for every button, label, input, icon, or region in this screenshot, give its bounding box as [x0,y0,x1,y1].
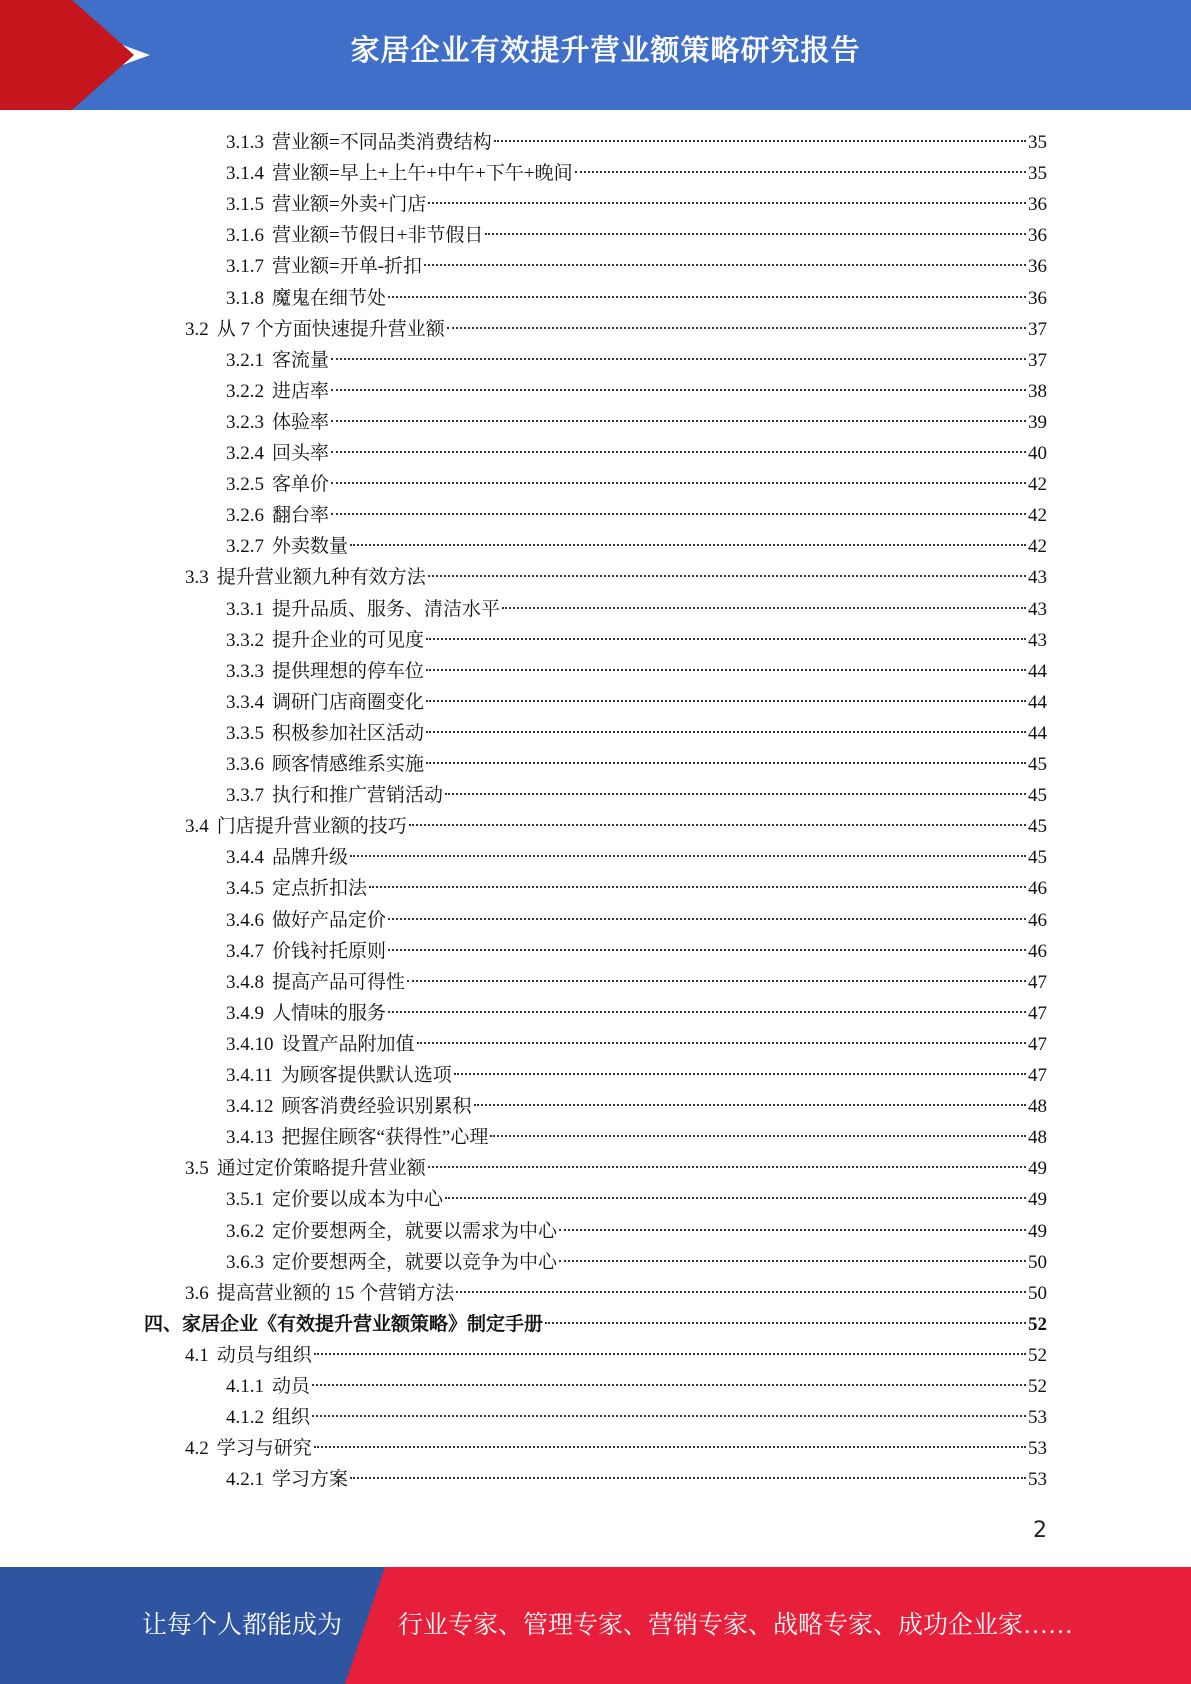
header-red-block [0,0,72,110]
toc-entry[interactable] [226,842,1047,873]
toc-entry-page: 46 [1028,878,1047,900]
toc-entry-number: 3.6.2 [226,1220,264,1242]
page-footer [0,1567,1191,1684]
toc-entry-number: 3.6.3 [226,1251,264,1273]
toc-dot-leader [447,327,1026,329]
toc-dot-leader [350,855,1026,857]
toc-entry-page: 47 [1028,971,1047,993]
toc-entry-title: 人情味的服务 [272,1002,387,1024]
toc-dot-leader [331,389,1026,391]
toc-entry-page: 49 [1028,1189,1047,1211]
toc-entry-page: 37 [1028,318,1047,340]
toc-entry-page: 50 [1028,1251,1047,1273]
toc-entry-page: 45 [1028,754,1047,775]
toc-entry-number: 3.2 [185,318,209,340]
toc-entry-page: 44 [1028,691,1047,713]
toc-entry[interactable] [226,967,1047,998]
toc-entry-number: 3.5 [185,1158,209,1180]
toc-entry-title: 门店提升营业额的技巧 [216,816,407,838]
toc-entry-title: 定价要想两全，就要以竞争为中心 [272,1251,558,1273]
toc-entry-page: 35 [1028,163,1047,185]
toc-entry-page: 40 [1028,443,1047,464]
toc-entry-number: 3.4 [185,816,209,838]
toc-dot-leader [369,886,1026,888]
toc-entry-page: 44 [1028,660,1047,682]
toc-entry-title: 营业额=不同品类消费结构 [272,132,492,153]
toc-entry-number: 3.2.6 [226,505,264,527]
toc-entry[interactable] [226,158,1047,189]
toc-entry-number: 3.4.9 [226,1002,264,1024]
toc-entry-number: 3.2.2 [226,380,264,402]
toc-dot-leader [494,140,1026,142]
toc-entry[interactable] [226,1216,1047,1247]
toc-dot-leader [331,358,1026,360]
toc-dot-leader [350,1477,1026,1479]
toc-dot-leader [426,762,1026,764]
toc-entry-title: 做好产品定价 [272,909,387,931]
toc-entry[interactable] [185,562,1047,593]
toc-entry[interactable] [226,127,1047,158]
toc-entry-number: 3.3.2 [226,629,264,651]
toc-dot-leader [445,793,1026,795]
toc-entry-number: 3.3.7 [226,785,264,807]
toc-entry-number: 3.1.8 [226,287,264,309]
toc-entry-number: 3.4.4 [226,847,264,869]
toc-entry-number: 4.1.1 [226,1376,264,1397]
toc-entry-title: 动员 [272,1376,311,1397]
toc-dot-leader [331,420,1026,422]
toc-entry-number: 3.4.11 [226,1065,273,1086]
page-number: 2 [1033,1518,1047,1543]
toc-entry-title: 营业额=开单-折扣 [272,256,423,278]
toc-entry-page: 46 [1028,940,1047,962]
toc-entry-page: 48 [1028,1127,1047,1149]
toc-dot-leader [559,1260,1026,1262]
toc-entry-number: 3.1.6 [226,225,264,247]
toc-entry-number: 4.1 [185,1344,209,1366]
toc-entry[interactable] [226,251,1047,282]
toc-entry[interactable] [185,811,1047,842]
toc-entry-page: 47 [1028,1065,1047,1086]
toc-entry-title: 为顾客提供默认选项 [280,1065,452,1086]
toc-entry-title: 四、家居企业《有效提升营业额策略》制定手册 [144,1313,544,1335]
toc-entry-title: 顾客消费经验识别累积 [281,1096,472,1118]
toc-dot-leader [426,700,1026,702]
report-title: 家居企业有效提升营业额策略研究报告 [350,33,861,67]
toc-entry[interactable] [226,376,1047,407]
toc-entry-page: 42 [1028,536,1047,558]
toc-dot-leader [426,638,1026,640]
toc-dot-leader [456,1291,1026,1293]
toc-dot-leader [388,1011,1026,1013]
toc-entry[interactable] [226,1122,1047,1153]
toc-entry-page: 52 [1028,1344,1047,1366]
toc-entry-number: 3.3.3 [226,660,264,682]
toc-dot-leader [417,1042,1026,1044]
toc-dot-leader [426,669,1026,671]
toc-entry-title: 回头率 [272,443,330,464]
toc-dot-leader [331,451,1026,453]
toc-entry-title: 顾客情感维系实施 [272,754,425,775]
toc-entry-title: 提升品质、服务、清洁水平 [272,598,501,620]
toc-entry-number: 4.2.1 [226,1469,264,1491]
toc-entry[interactable] [226,283,1047,314]
toc-dot-leader [312,1415,1026,1417]
toc-dot-leader [445,1197,1026,1199]
toc-entry[interactable] [226,1091,1047,1122]
toc-entry[interactable] [226,1464,1047,1495]
footer-slogan-right: 行业专家、管理专家、营销专家、战略专家、成功企业家…… [398,1612,1074,1639]
toc-entry-title: 提高产品可得性 [272,971,406,993]
toc-entry-title: 营业额=早上+上午+中午+下午+晚间 [272,163,573,185]
toc-entry[interactable] [226,687,1047,718]
toc-entry-title: 客单价 [272,474,330,496]
toc-dot-leader [502,607,1026,609]
toc-entry-page: 39 [1028,411,1047,433]
toc-entry-number: 3.6 [185,1282,209,1304]
toc-dot-leader [350,544,1026,546]
toc-dot-leader [545,1322,1026,1324]
toc-entry-number: 3.4.5 [226,878,264,900]
toc-entry-number: 3.1.5 [226,194,264,216]
toc-entry-title: 设置产品附加值 [281,1033,415,1055]
toc-entry-page: 53 [1028,1407,1047,1429]
toc-entry[interactable] [226,1029,1047,1060]
toc-entry[interactable] [185,1153,1047,1184]
toc-dot-leader [426,731,1026,733]
toc-entry-title: 学习方案 [272,1469,349,1491]
toc-dot-leader [331,513,1026,515]
toc-entry-number: 3.4.7 [226,940,264,962]
toc-entry-page: 52 [1028,1376,1047,1397]
toc-entry-number: 3.1.7 [226,256,264,278]
toc-dot-leader [314,1446,1026,1448]
toc-entry-title: 定点折扣法 [272,878,368,900]
toc-entry-title: 品牌升级 [272,847,349,869]
toc-entry[interactable] [226,438,1047,469]
toc-entry-number: 3.2.7 [226,536,264,558]
toc-entry-page: 46 [1028,909,1047,931]
toc-entry-page: 42 [1028,505,1047,527]
header-red-arrow [72,0,134,110]
toc-dot-leader [388,949,1026,951]
toc-entry-title: 提供理想的停车位 [272,660,425,682]
toc-entry[interactable] [226,469,1047,500]
toc-entry[interactable] [226,1247,1047,1278]
toc-entry-number: 3.3.6 [226,754,264,775]
toc-entry-number: 3.2.4 [226,443,264,464]
toc-entry-title: 提高营业额的 15 个营销方法 [216,1282,455,1304]
toc-entry-title: 学习与研究 [216,1438,312,1460]
toc-entry-page: 36 [1028,225,1047,247]
toc-entry-page: 44 [1028,722,1047,744]
toc-entry-page: 43 [1028,629,1047,651]
toc-entry-number: 3.2.3 [226,411,264,433]
toc-dot-leader [388,296,1026,298]
toc-entry-title: 定价要以成本为中心 [272,1189,444,1211]
toc-entry[interactable] [226,1184,1047,1215]
toc-entry[interactable] [226,500,1047,531]
toc-entry[interactable] [226,407,1047,438]
toc-entry-page: 53 [1028,1438,1047,1460]
toc-entry-title: 价钱衬托原则 [272,940,387,962]
toc-entry-title: 体验率 [272,411,330,433]
toc-entry-title: 提升企业的可见度 [272,629,425,651]
toc-entry-number: 3.3.1 [226,598,264,620]
toc-entry[interactable] [226,718,1047,749]
toc-entry-number: 3.4.10 [226,1033,274,1055]
toc-entry-title: 通过定价策略提升营业额 [216,1158,426,1180]
toc-entry-title: 动员与组织 [216,1344,312,1366]
toc-entry[interactable] [185,1278,1047,1309]
toc-entry[interactable] [226,220,1047,251]
toc-entry-page: 49 [1028,1158,1047,1180]
toc-entry-page: 36 [1028,194,1047,216]
toc-entry[interactable] [226,780,1047,811]
toc-dot-leader [388,918,1026,920]
toc-entry-title: 进店率 [272,380,330,402]
toc-entry[interactable] [226,189,1047,220]
toc-entry-number: 3.4.13 [226,1127,274,1149]
toc-entry-title: 把握住顾客“获得性”心理 [281,1127,489,1149]
toc-entry-title: 组织 [272,1407,311,1429]
toc-entry[interactable] [185,1433,1047,1464]
toc-entry[interactable] [226,625,1047,656]
toc-entry-title: 外卖数量 [272,536,349,558]
toc-dot-leader [559,1229,1026,1231]
toc-entry-page: 36 [1028,256,1047,278]
toc-entry[interactable] [226,936,1047,967]
toc-entry-number: 3.4.6 [226,909,264,931]
toc-entry-number: 3.1.3 [226,132,264,153]
toc-dot-leader [490,1135,1026,1137]
toc-entry[interactable] [226,749,1047,780]
toc-entry-number: 4.2 [185,1438,209,1460]
toc-entry-title: 营业额=节假日+非节假日 [272,225,484,247]
toc-entry-page: 53 [1028,1469,1047,1491]
toc-entry-page: 45 [1028,847,1047,869]
toc-entry-number: 3.4.12 [226,1096,274,1118]
toc-entry-title: 魔鬼在细节处 [272,287,387,309]
toc-dot-leader [428,202,1026,204]
toc-entry-page: 47 [1028,1033,1047,1055]
toc-entry-page: 52 [1028,1313,1047,1335]
toc-entry-number: 3.4.8 [226,971,264,993]
toc-entry-number: 3.3 [185,567,209,589]
toc-entry-page: 37 [1028,349,1047,371]
toc-entry-title: 积极参加社区活动 [272,722,425,744]
toc-entry[interactable] [226,531,1047,562]
toc-entry-page: 45 [1028,816,1047,838]
toc-entry-number: 4.1.2 [226,1407,264,1429]
toc-entry-page: 47 [1028,1002,1047,1024]
toc-entry-page: 43 [1028,598,1047,620]
toc-entry-title: 客流量 [272,349,330,371]
toc-entry-page: 45 [1028,785,1047,807]
toc-dot-leader [575,171,1026,173]
toc-entry[interactable] [226,873,1047,904]
toc-entry-page: 49 [1028,1220,1047,1242]
footer-slogan-left: 让每个人都能成为 [142,1612,343,1639]
page-header [0,0,1191,110]
toc-entry[interactable] [226,1402,1047,1433]
toc-entry-title: 从 7 个方面快速提升营业额 [216,318,445,340]
toc-entry-page: 43 [1028,567,1047,589]
toc-entry[interactable] [185,314,1047,345]
toc-dot-leader [424,264,1026,266]
toc-dot-leader [428,575,1026,577]
toc-entry-page: 35 [1028,132,1047,153]
toc-entry-page: 38 [1028,380,1047,402]
toc-entry-title: 翻台率 [272,505,330,527]
toc-entry-page: 50 [1028,1282,1047,1304]
toc-entry-number: 3.3.5 [226,722,264,744]
toc-entry[interactable] [185,1340,1047,1371]
toc-entry-number: 3.2.5 [226,474,264,496]
toc-entry[interactable] [226,998,1047,1029]
toc-dot-leader [409,824,1026,826]
toc-dot-leader [428,1166,1026,1168]
toc-entry-number: 3.2.1 [226,349,264,371]
toc-entry[interactable] [226,345,1047,376]
toc-entry-number: 3.3.4 [226,691,264,713]
toc-dot-leader [312,1384,1026,1386]
toc-entry[interactable] [226,905,1047,936]
toc-entry[interactable] [144,1309,1047,1340]
toc-dot-leader [474,1104,1026,1106]
toc-entry[interactable] [226,1371,1047,1402]
toc-entry-title: 定价要想两全，就要以需求为中心 [272,1220,558,1242]
toc-dot-leader [314,1353,1026,1355]
toc-entry-page: 42 [1028,474,1047,496]
toc-entry-title: 提升营业额九种有效方法 [216,567,426,589]
toc-dot-leader [407,980,1026,982]
toc-entry[interactable] [226,1060,1047,1091]
toc-entry-page: 36 [1028,287,1047,309]
toc-dot-leader [485,233,1026,235]
toc-entry-page: 48 [1028,1096,1047,1118]
toc-entry-title: 调研门店商圈变化 [272,691,425,713]
toc-entry-number: 3.1.4 [226,163,264,185]
toc-entry-title: 营业额=外卖+门店 [272,194,427,216]
toc-entry[interactable] [226,656,1047,687]
toc-dot-leader [454,1073,1026,1075]
toc-entry[interactable] [226,594,1047,625]
toc-entry-title: 执行和推广营销活动 [272,785,444,807]
toc-entry-number: 3.5.1 [226,1189,264,1211]
toc-dot-leader [331,482,1026,484]
